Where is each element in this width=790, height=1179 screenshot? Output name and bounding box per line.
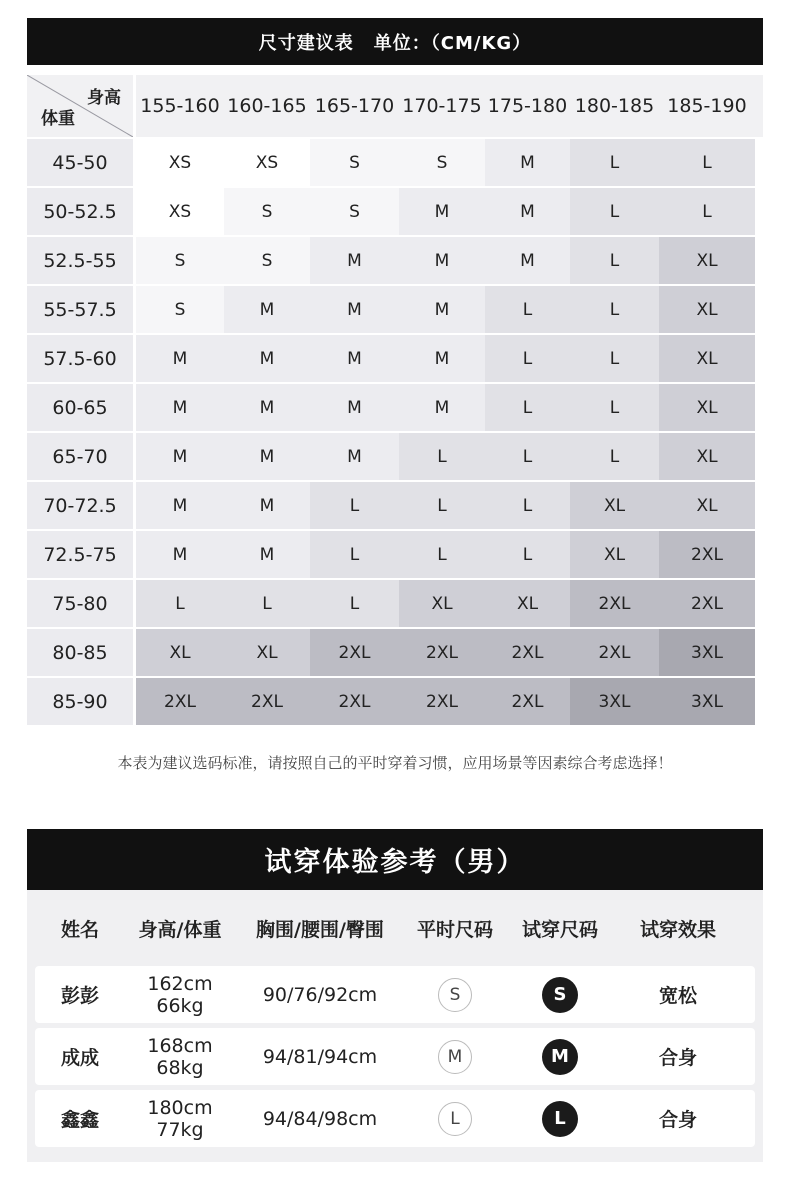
size-cell: L [399,531,485,578]
size-cell: L [485,433,570,480]
size-grid-corner [27,75,133,137]
size-cell: L [570,433,659,480]
height-header-cell: 185-190 [667,95,747,117]
size-cell: XS [224,139,310,186]
size-cell: L [399,433,485,480]
size-grid-row [27,627,763,676]
size-grid-row [27,578,763,627]
size-note: 本表为建议选码标准，请按照自己的平时穿着习惯，应用场景等因素综合考虑选择！ [117,754,673,772]
height-header-cell: 160-165 [227,95,307,117]
size-cell: XL [399,580,485,627]
size-grid-row [27,137,763,186]
size-cell: L [570,139,659,186]
size-cell: XL [659,384,755,431]
size-cell: L [485,531,570,578]
usual-size-badge: S [438,978,472,1012]
try-on-column-header: 姓名 [60,918,99,941]
size-cell: M [310,384,399,431]
size-cell: 2XL [224,678,310,725]
size-cell: M [399,188,485,235]
size-cell: L [570,188,659,235]
corner-weight-label: 体重 [41,109,75,129]
tried-size-badge: L [542,1101,578,1137]
size-cell: L [485,482,570,529]
size-cell: 2XL [485,629,570,676]
weight-label: 75-80 [27,580,133,627]
size-cell: 2XL [485,678,570,725]
size-cell: M [224,433,310,480]
try-on-column-header: 平时尺码 [416,918,493,941]
size-cell: M [224,286,310,333]
try-on-header-row [27,890,763,966]
size-grid-row [27,235,763,284]
try-on-column-header: 试穿尺码 [521,918,598,941]
size-cell: L [659,188,755,235]
size-cell: 3XL [659,678,755,725]
try-on-row [35,1028,755,1085]
size-cell: XS [136,188,224,235]
size-chart-unit: 单位：（CM/KG） [373,32,532,54]
height-header-cell: 155-160 [140,95,220,117]
size-cell: 2XL [659,531,755,578]
weight-label: 55-57.5 [27,286,133,333]
tester-measurements: 90/76/92cm [262,983,378,1006]
tester-height-weight: 180cm 77kg [147,1096,213,1141]
size-cell: S [224,237,310,284]
size-cell: S [224,188,310,235]
height-header-cell: 175-180 [487,95,568,117]
weight-label: 52.5-55 [27,237,133,284]
tried-size-cell [505,977,615,1013]
size-cell: XL [570,531,659,578]
try-on-row [35,1090,755,1147]
size-cell: M [224,384,310,431]
size-cell: 3XL [570,678,659,725]
size-cell: XL [659,335,755,382]
usual-size-badge: M [438,1040,472,1074]
tester-name: 成成 [60,1047,99,1069]
size-cell: M [399,384,485,431]
size-cell: M [485,237,570,284]
size-grid-header-row [27,75,763,137]
size-chart-title: 尺寸建议表 [258,32,354,54]
weight-label: 72.5-75 [27,531,133,578]
size-cell: M [224,531,310,578]
size-cell: L [310,482,399,529]
height-header-cell: 180-185 [574,95,655,117]
size-cell: L [224,580,310,627]
size-cell: XS [136,139,224,186]
tried-size-badge: S [542,977,578,1013]
size-chart-title-bar [27,18,763,65]
try-on-section [27,829,763,1162]
size-cell: M [136,433,224,480]
weight-label: 70-72.5 [27,482,133,529]
size-cell: XL [659,286,755,333]
size-cell: M [485,188,570,235]
size-cell: 3XL [659,629,755,676]
size-cell: S [136,286,224,333]
size-cell: L [136,580,224,627]
size-cell: L [570,286,659,333]
usual-size-cell [405,1102,505,1136]
size-cell: L [485,384,570,431]
size-cell: M [136,384,224,431]
size-cell: XL [570,482,659,529]
size-cell: XL [485,580,570,627]
size-cell: XL [136,629,224,676]
height-header-cell: 170-175 [402,95,482,117]
size-cell: L [570,237,659,284]
weight-label: 60-65 [27,384,133,431]
size-cell: S [310,139,399,186]
size-cell: M [224,482,310,529]
height-header-cell: 165-170 [314,95,395,117]
usual-size-cell [405,1040,505,1074]
corner-height-label: 身高 [87,88,121,108]
size-cell: L [659,139,755,186]
fit-effect: 宽松 [658,985,697,1007]
size-cell: L [570,384,659,431]
size-grid-row [27,382,763,431]
fit-effect: 合身 [658,1047,697,1069]
size-cell: 2XL [659,580,755,627]
try-on-column-header: 试穿效果 [639,918,716,941]
size-cell: 2XL [399,629,485,676]
size-cell: L [399,482,485,529]
size-chart-section [27,18,763,725]
size-cell: M [224,335,310,382]
tried-size-badge: M [542,1039,578,1075]
size-cell: M [310,433,399,480]
size-cell: M [310,335,399,382]
size-grid-row [27,529,763,578]
tester-measurements: 94/81/94cm [262,1045,378,1068]
size-grid-row [27,480,763,529]
size-cell: 2XL [310,629,399,676]
usual-size-cell [405,978,505,1012]
tester-height-weight: 162cm 66kg [147,972,213,1017]
try-on-column-header: 身高/体重 [138,918,222,941]
size-cell: M [310,237,399,284]
size-cell: M [399,286,485,333]
tried-size-cell [505,1101,615,1137]
size-cell: M [136,531,224,578]
size-cell: M [136,335,224,382]
size-cell: S [136,237,224,284]
fit-effect: 合身 [658,1109,697,1131]
size-grid [27,75,763,725]
weight-label: 85-90 [27,678,133,725]
size-cell: S [399,139,485,186]
size-cell: 2XL [310,678,399,725]
try-on-column-header: 胸围/腰围/臀围 [256,918,384,941]
size-cell: M [485,139,570,186]
try-on-row [35,966,755,1023]
size-cell: L [310,531,399,578]
weight-label: 57.5-60 [27,335,133,382]
usual-size-badge: L [438,1102,472,1136]
size-cell: 2XL [136,678,224,725]
size-cell: 2XL [570,580,659,627]
tester-name: 彭彭 [60,985,99,1007]
size-cell: XL [659,482,755,529]
size-cell: M [399,237,485,284]
size-cell: XL [224,629,310,676]
size-cell: M [136,482,224,529]
weight-label: 65-70 [27,433,133,480]
weight-label: 80-85 [27,629,133,676]
size-grid-row [27,676,763,725]
size-cell: S [310,188,399,235]
size-cell: L [570,335,659,382]
size-grid-row [27,431,763,480]
tried-size-cell [505,1039,615,1075]
size-cell: XL [659,433,755,480]
size-cell: 2XL [570,629,659,676]
tester-measurements: 94/84/98cm [262,1107,378,1130]
tester-height-weight: 168cm 68kg [147,1034,213,1079]
height-header-cells [136,75,763,137]
size-grid-row [27,186,763,235]
size-grid-row [27,333,763,382]
size-cell: L [485,335,570,382]
size-cell: M [310,286,399,333]
size-cell: 2XL [399,678,485,725]
tester-name: 鑫鑫 [60,1109,99,1131]
size-cell: L [310,580,399,627]
size-cell: XL [659,237,755,284]
weight-label: 50-52.5 [27,188,133,235]
size-cell: L [485,286,570,333]
size-grid-row [27,284,763,333]
size-cell: M [399,335,485,382]
weight-label: 45-50 [27,139,133,186]
try-on-title: 试穿体验参考（男） [27,829,763,890]
size-grid-body [27,137,763,725]
